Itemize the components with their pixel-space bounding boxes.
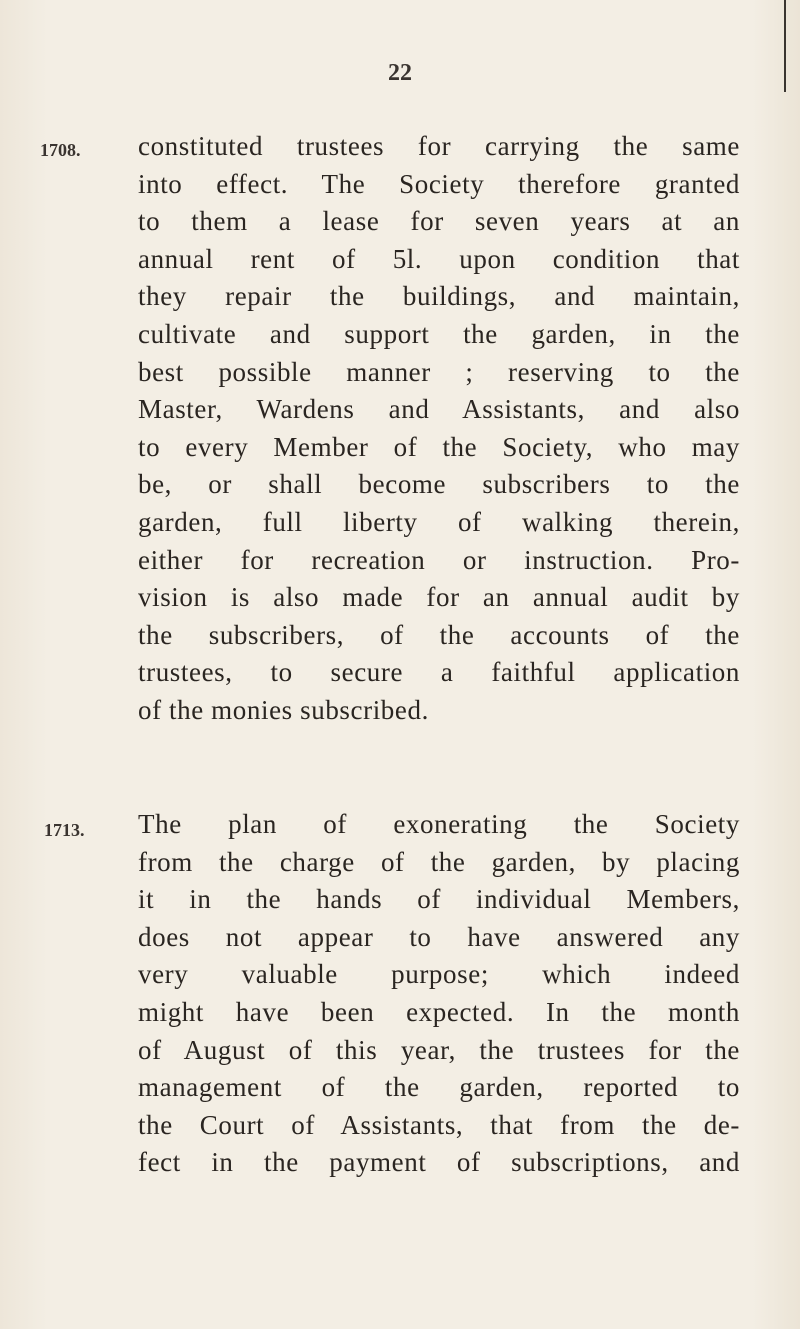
text-line: does not appear to have answered any (138, 921, 740, 952)
text-line: Master, Wardens and Assistants, and also (138, 394, 740, 425)
text-line: it in the hands of individual Members, (138, 884, 740, 915)
page-number: 22 (388, 60, 412, 86)
text-line: garden, full liberty of walking therein, (138, 506, 740, 537)
text-line: very valuable purpose; which indeed (138, 959, 740, 990)
text-line: The plan of exonerating the Society (138, 809, 740, 839)
text-line: to them a lease for seven years at an (138, 206, 740, 237)
text-line: of August of this year, the trustees for the (138, 1034, 740, 1065)
text-line: best possible manner ; reserving to the (138, 356, 740, 387)
text-line: vision is also made for an annual audit by (138, 582, 740, 613)
entry-text (138, 128, 740, 730)
text-line: fect in the payment of subscriptions, and (138, 1147, 740, 1178)
text-line: to every Member of the Society, who may (138, 431, 740, 462)
text-line: either for recreation or instruction. Pro- (138, 544, 740, 575)
year-marker: 1713. (44, 820, 85, 840)
text-line: the Court of Assistants, that from the de- (138, 1109, 740, 1140)
text-line: cultivate and support the garden, in the (138, 318, 740, 349)
entry-text (138, 806, 740, 1182)
text-line: annual rent of 5l. upon condition that (138, 243, 740, 274)
text-line: of the monies subscribed. (138, 694, 429, 725)
year-marker: 1708. (40, 140, 81, 160)
text-line: be, or shall become subscribers to the (138, 469, 740, 500)
text-line: constituted trustees for carrying the same (138, 131, 740, 161)
text-line: they repair the buildings, and maintain, (138, 281, 740, 312)
text-line: might have been expected. In the month (138, 996, 740, 1027)
text-line: the subscribers, of the accounts of the (138, 619, 740, 650)
text-line: from the charge of the garden, by placing (138, 846, 740, 877)
text-line: management of the garden, reported to (138, 1072, 740, 1103)
text-line: trustees, to secure a faithful application (138, 657, 740, 688)
text-line: into effect. The Society therefore granted (138, 168, 740, 199)
